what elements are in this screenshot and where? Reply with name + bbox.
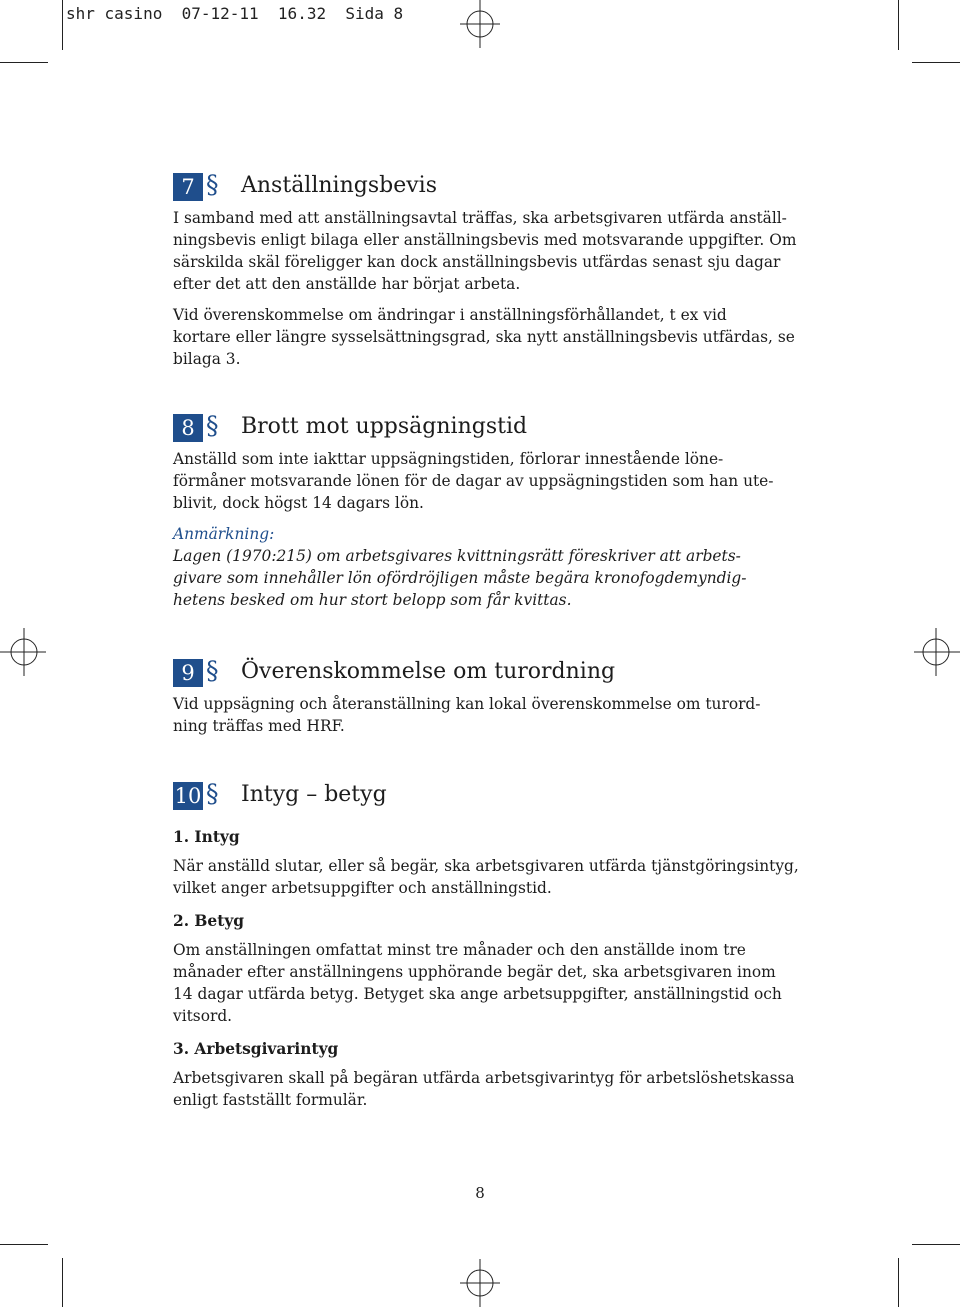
section-heading bbox=[173, 780, 793, 810]
section-heading bbox=[173, 657, 793, 687]
section-7 bbox=[173, 170, 797, 370]
section-title: Brott mot uppsägningstid bbox=[241, 414, 528, 439]
paragraph-sign-icon: § bbox=[206, 411, 219, 440]
paragraph-sign-icon: § bbox=[206, 656, 219, 685]
page-number: 8 bbox=[475, 1184, 485, 1202]
paragraph: I samband med att anställningsavtal träffas, ska arbetsgivaren utfärda anställ- ningsbevis enligt bilaga eller anställningsbevis med motsvarande uppgifter. Om särskilda skäl föreligger kan dock anställningsbevis utfärdas senast sju dagar efter det att den anställde har börjat arbeta. bbox=[173, 209, 797, 293]
subsection-heading: 1. Intyg bbox=[173, 828, 240, 846]
section-heading bbox=[173, 412, 793, 442]
registration-mark-icon bbox=[910, 628, 960, 678]
crop-mark bbox=[62, 1258, 63, 1307]
paragraph-sign-icon: § bbox=[206, 170, 219, 199]
crop-mark bbox=[0, 1244, 48, 1245]
note-label: Anmärkning: bbox=[173, 525, 275, 543]
crop-mark bbox=[912, 1244, 960, 1245]
paragraph: Anställd som inte iakttar uppsägningstiden, förlorar innestående löne- förmåner motsvarande lönen för de dagar av uppsägningstiden som han ute- blivit, dock högst 14 dagars lön. bbox=[173, 450, 774, 512]
section-heading bbox=[173, 171, 793, 201]
subsection-heading: 2. Betyg bbox=[173, 912, 245, 930]
registration-mark-icon bbox=[455, 1257, 505, 1307]
paragraph: Vid överenskommelse om ändringar i anställningsförhållandet, t ex vid kortare eller längre sysselsättningsgrad, ska nytt anställningsbevis utfärdas, se bilaga 3. bbox=[173, 306, 795, 368]
registration-mark-icon bbox=[455, 0, 505, 50]
section-number-badge: 10 bbox=[174, 784, 202, 808]
paragraph-sign-icon: § bbox=[206, 779, 219, 808]
section-title: Anställningsbevis bbox=[241, 173, 437, 198]
section-9 bbox=[173, 657, 793, 737]
section-title: Intyg – betyg bbox=[241, 782, 387, 807]
section-number-badge: 9 bbox=[173, 659, 203, 687]
section-10 bbox=[173, 779, 799, 1111]
section-number-badge: 7 bbox=[173, 173, 203, 201]
crop-mark bbox=[62, 0, 63, 50]
print-slug: shr casino 07-12-11 16.32 Sida 8 bbox=[66, 4, 404, 23]
paragraph: Om anställningen omfattat minst tre månader och den anställde inom tre månader efter anställningens upphörande begär det, ska arbetsgivaren inom 14 dagar utfärda betyg. Betyget ska ange arbetsuppgifter, anställningstid och vitsord. bbox=[173, 941, 782, 1025]
subsection-heading: 3. Arbetsgivarintyg bbox=[173, 1040, 339, 1058]
section-title: Överenskommelse om turordning bbox=[241, 659, 616, 684]
section-number-badge: 8 bbox=[173, 414, 203, 442]
registration-mark-icon bbox=[0, 628, 50, 678]
crop-mark bbox=[0, 62, 48, 63]
crop-mark bbox=[898, 0, 899, 50]
section-8 bbox=[173, 412, 793, 611]
note-text: Lagen (1970:215) om arbetsgivares kvittningsrätt föreskriver att arbets- givare som innehåller lön ofördröjligen måste begära kronofogdemyndig- hetens besked om hur stort belopp som får kvittas. bbox=[173, 547, 747, 609]
crop-mark bbox=[898, 1258, 899, 1307]
paragraph: Vid uppsägning och återanställning kan lokal överenskommelse om turord- ning träffas med HRF. bbox=[173, 695, 761, 735]
crop-mark bbox=[912, 62, 960, 63]
paragraph: Arbetsgivaren skall på begäran utfärda arbetsgivarintyg för arbetslöshetskassa enligt fastställt formulär. bbox=[173, 1069, 795, 1109]
paragraph: När anställd slutar, eller så begär, ska arbetsgivaren utfärda tjänstgöringsintyg, vilket anger arbetsuppgifter och anställningstid. bbox=[173, 857, 799, 897]
